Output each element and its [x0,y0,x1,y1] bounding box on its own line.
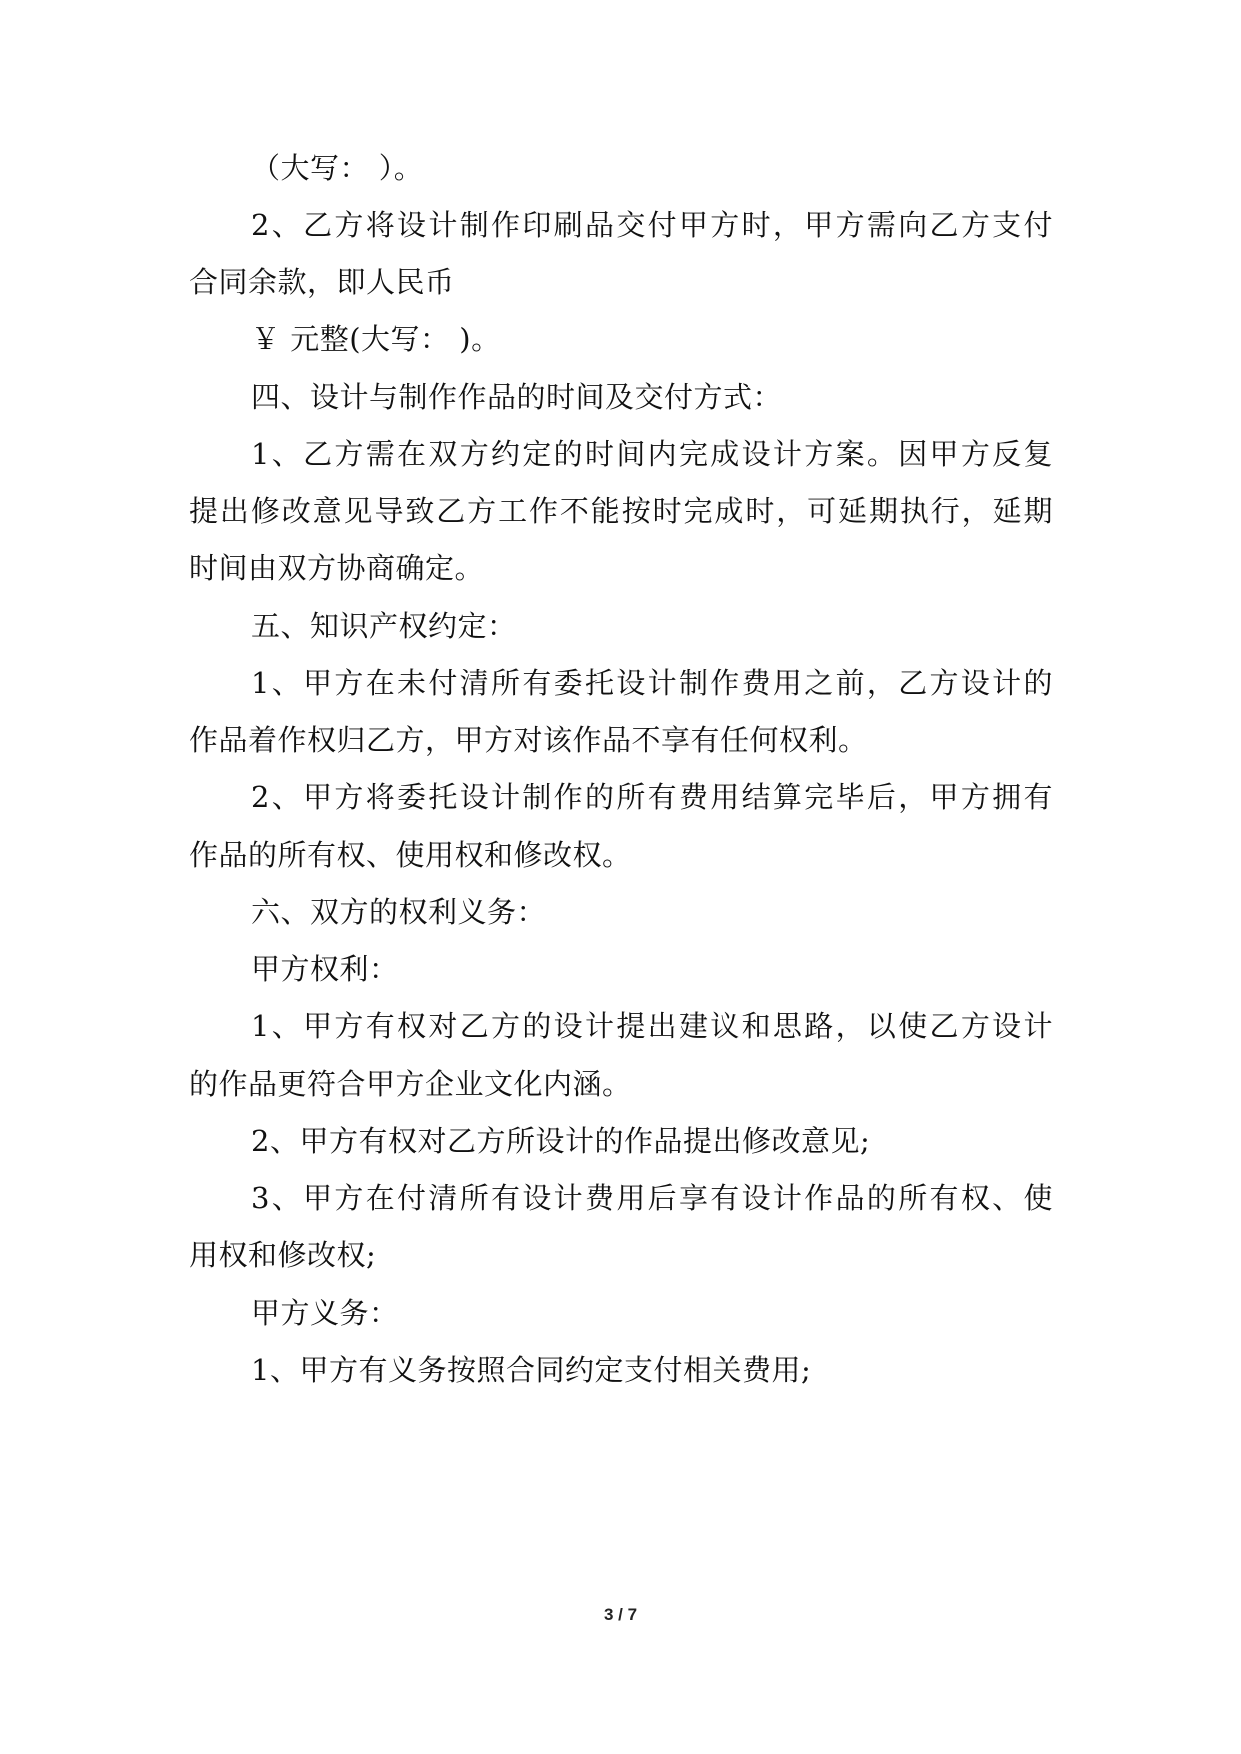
text-line: 提出修改意见导致乙方工作不能按时完成时，可延期执行，延期 [189,494,1053,528]
text-line: 2、甲方将委托设计制作的所有费用结算完毕后，甲方拥有 [251,780,1053,814]
text-line: 1、甲方有义务按照合同约定支付相关费用; [251,1353,812,1387]
text-line: 时间由双方协商确定。 [189,551,485,585]
text-line: 2、甲方有权对乙方所设计的作品提出修改意见; [251,1124,871,1158]
text-line: 用权和修改权; [189,1238,377,1272]
text-line: 合同余款，即人民币 [189,265,455,299]
section-heading: 六、双方的权利义务： [251,895,547,929]
text-line: 的作品更符合甲方企业文化内涵。 [189,1067,632,1101]
text-line: 1、乙方需在双方约定的时间内完成设计方案。因甲方反复 [251,437,1053,471]
text-line: 作品的所有权、使用权和修改权。 [189,838,632,872]
subsection-heading: 甲方义务： [251,1296,399,1330]
section-heading: 四、设计与制作作品的时间及交付方式： [251,380,783,414]
text-line: 1、甲方在未付清所有委托设计制作费用之前，乙方设计的 [251,666,1053,700]
text-line: ￥ 元整(大写： )。 [251,322,501,356]
text-line: （大写： ）。 [251,151,424,185]
page-number: 3 / 7 [603,1605,638,1624]
text-line: 2、乙方将设计制作印刷品交付甲方时，甲方需向乙方支付 [251,208,1053,242]
subsection-heading: 甲方权利： [251,952,399,986]
section-heading: 五、知识产权约定： [251,609,517,643]
text-line: 1、甲方有权对乙方的设计提出建议和思路，以使乙方设计 [251,1009,1053,1043]
text-line: 作品着作权归乙方，甲方对该作品不享有任何权利。 [189,723,868,757]
text-line: 3、甲方在付清所有设计费用后享有设计作品的所有权、使 [251,1181,1053,1215]
